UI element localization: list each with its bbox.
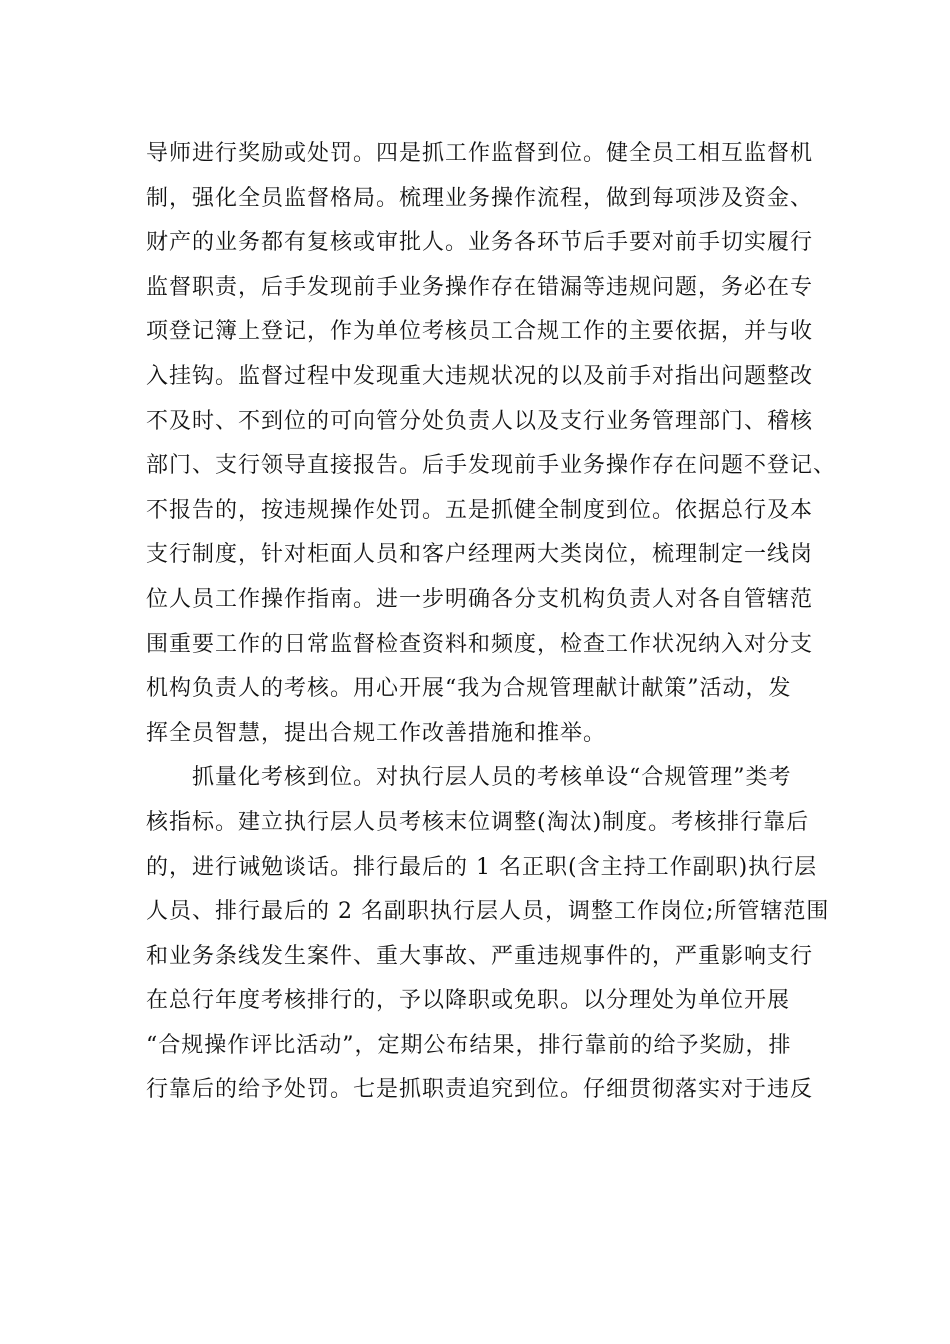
text-line: 行靠后的给予处罚。七是抓职责追究到位。仔细贯彻落实对于违反 <box>146 1077 814 1103</box>
text-line: 导师进行奖励或处罚。四是抓工作监督到位。健全员工相互监督机 <box>146 141 814 166</box>
text-line: 不报告的，按违规操作处罚。五是抓健全制度到位。依据总行及本 <box>146 497 814 523</box>
text-line: 人员、排行最后的 2 名副职执行层人员，调整工作岗位;所管辖范围 <box>146 899 830 925</box>
text-line: 在总行年度考核排行的，予以降职或免职。以分理处为单位开展 <box>146 988 791 1014</box>
text-line: 项登记簿上登记，作为单位考核员工合规工作的主要依据，并与收 <box>146 319 814 345</box>
text-line: 机构负责人的考核。用心开展“我为合规管理献计献策”活动，发 <box>146 676 792 702</box>
text-line: 核指标。建立执行层人员考核末位调整(淘汰)制度。考核排行靠后 <box>146 809 810 835</box>
text-line: 围重要工作的日常监督检查资料和频度，检查工作状况纳入对分支 <box>146 631 814 657</box>
text-line: 监督职责，后手发现前手业务操作存在错漏等违规问题，务必在专 <box>146 274 814 300</box>
text-line: 制，强化全员监督格局。梳理业务操作流程，做到每项涉及资金、 <box>146 185 814 211</box>
text-line: 财产的业务都有复核或审批人。业务各环节后手要对前手切实履行 <box>146 230 814 256</box>
body-text <box>146 132 837 1113</box>
text-line: 入挂钩。监督过程中发现重大违规状况的以及前手对指出问题整改 <box>146 363 814 389</box>
text-line: “合规操作评比活动”，定期公布结果，排行靠前的给予奖励，排 <box>146 1032 792 1058</box>
text-line: 挥全员智慧，提出合规工作改善措施和推举。 <box>146 720 607 746</box>
text-line: 的，进行诫勉谈话。排行最后的 1 名正职(含主持工作副职)执行层 <box>146 854 818 880</box>
text-line: 和业务条线发生案件、重大事故、严重违规事件的，严重影响支行 <box>146 943 814 969</box>
text-line: 抓量化考核到位。对执行层人员的考核单设“合规管理”类考 <box>146 765 792 791</box>
text-line: 不及时、不到位的可向管分处负责人以及支行业务管理部门、稽核 <box>146 408 814 434</box>
text-line: 部门、支行领导直接报告。后手发现前手业务操作存在问题不登记、 <box>146 453 837 479</box>
text-line: 位人员工作操作指南。进一步明确各分支机构负责人对各自管辖范 <box>146 586 814 612</box>
text-line: 支行制度，针对柜面人员和客户经理两大类岗位，梳理制定一线岗 <box>146 542 814 568</box>
